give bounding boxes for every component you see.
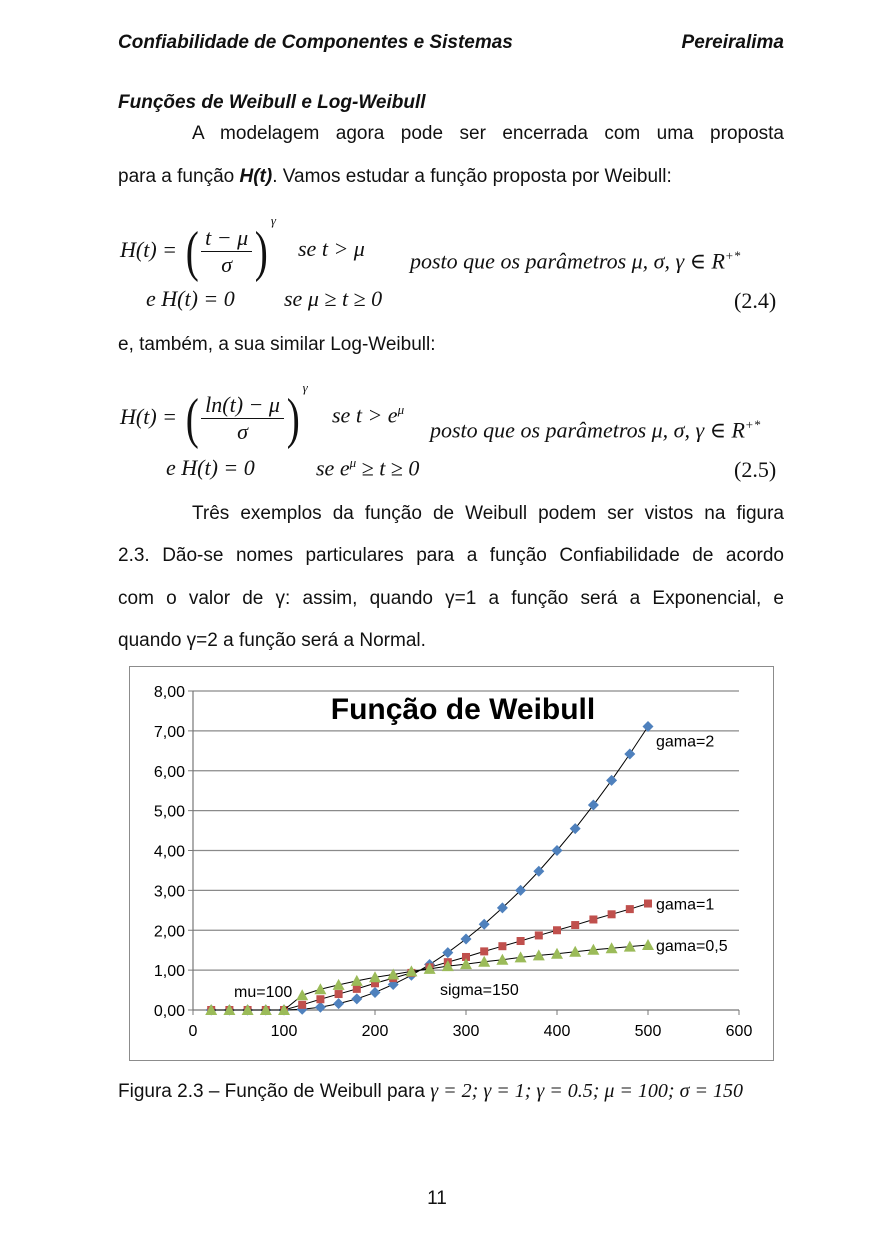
section-title: Funções de Weibull e Log-Weibull [118, 92, 426, 113]
eq25-condition-2-post: ≥ t ≥ 0 [356, 455, 420, 481]
y-tick-label: 7,00 [153, 723, 185, 741]
paragraph-1-line-2-post: . Vamos estudar a função proposta por Weibull: [272, 166, 672, 187]
x-tick-label: 200 [361, 1023, 389, 1040]
eq24-condition-1: se t > μ [298, 236, 365, 261]
data-point [296, 989, 308, 1000]
data-point [606, 775, 617, 786]
eq25-condition-2-pre: se e [316, 455, 350, 481]
y-tick-label: 4,00 [153, 843, 185, 861]
eq25-condition-1 [332, 402, 404, 428]
equation-2-4-line-1: H(t) = ( $\frac{t - \mu}{\sigma}$ )$^\gamma$ [120, 213, 276, 283]
data-point [644, 900, 652, 908]
chart-title: Função de Weibull [330, 693, 596, 726]
x-tick-label: 0 [188, 1023, 198, 1040]
data-point [353, 985, 361, 993]
eq25-condition-2 [316, 455, 419, 481]
eq24-condition-2: se μ ≥ t ≥ 0 [284, 286, 383, 311]
paragraph-1-line-2-pre: para a função [118, 166, 240, 187]
equation-2-5-line-1: H(t) = ( $\frac{\ln(t) - \mu}{\sigma}$ )$^\gamma$ [120, 380, 308, 450]
eq25-denominator: σ [237, 419, 248, 445]
data-point [480, 947, 488, 955]
weibull-chart-svg [130, 667, 772, 1059]
data-point [588, 800, 599, 811]
eq24-numerator: t − μ [201, 225, 252, 252]
eq24-parameters-text: posto que os parâmetros μ, σ, γ ∈ R [410, 248, 725, 274]
paragraph-3-line-1: Três exemplos da função de Weibull podem ser vistos na figura [192, 503, 784, 524]
data-point [535, 931, 543, 939]
page-number: 11 [427, 1188, 447, 1209]
eq25-numerator: ln(t) − μ [201, 392, 284, 419]
data-point [351, 993, 362, 1004]
x-tick-label: 300 [452, 1023, 480, 1040]
y-tick-label: 0,00 [153, 1003, 185, 1020]
data-point [624, 749, 635, 760]
paragraph-1-line-1: A modelagem agora pode ser encerrada com uma proposta [192, 123, 784, 144]
data-point [626, 905, 634, 913]
eq25-lhs: H(t) = [120, 404, 177, 429]
paragraph-2: e, também, a sua similar Log-Weibull: [118, 334, 436, 355]
data-point [461, 934, 472, 945]
eq25-fraction [201, 392, 284, 445]
eq24-parameters-sup: +* [724, 248, 741, 263]
figure-caption [118, 1080, 743, 1103]
eq25-exponent: γ [302, 380, 308, 395]
data-point [571, 921, 579, 929]
paragraph-1-line-2 [118, 166, 784, 188]
sigma-annotation: sigma=150 [440, 982, 519, 999]
figure-caption-math: γ = 2; γ = 1; γ = 0.5; μ = 100; σ = 150 [430, 1080, 743, 1102]
x-tick-label: 100 [270, 1023, 298, 1040]
paragraph-1-function-name: H(t) [239, 166, 273, 187]
eq25-condition-1-sup: μ [397, 402, 405, 417]
weibull-chart [129, 666, 774, 1061]
x-tick-label: 400 [543, 1023, 571, 1040]
mu-annotation: mu=100 [234, 984, 293, 1001]
y-tick-label: 2,00 [153, 923, 185, 941]
eq24-lhs: H(t) = [120, 237, 177, 262]
equation-number-2-4: (2.4) [734, 288, 777, 313]
series-label: gama=1 [656, 896, 715, 914]
paragraph-3-line-2: 2.3. Dão-se nomes particulares para a função Confiabilidade de acordo [118, 545, 784, 566]
data-point [442, 947, 453, 958]
running-header-author: Pereiralima [681, 32, 784, 53]
series-label: gama=0,5 [656, 938, 728, 956]
eq25-line-2: e H(t) = 0 [166, 455, 255, 480]
data-point [315, 1002, 326, 1013]
data-point [370, 987, 381, 998]
x-tick-label: 500 [634, 1023, 662, 1040]
data-point [335, 990, 343, 998]
eq25-parameters-text: posto que os parâmetros μ, σ, γ ∈ R [430, 417, 745, 443]
data-point [553, 926, 561, 934]
data-point [570, 823, 581, 834]
equation-number-2-5: (2.5) [734, 457, 777, 482]
paragraph-3-line-4: quando γ=2 a função será a Normal. [118, 630, 426, 651]
data-point [333, 998, 344, 1009]
data-point [298, 1001, 306, 1009]
chart-series [205, 721, 654, 1016]
eq24-parameters [410, 248, 740, 274]
eq25-parameters [430, 417, 760, 443]
running-header-title: Confiabilidade de Componentes e Sistemas [118, 32, 513, 53]
eq25-parameters-sup: +* [744, 417, 761, 432]
data-point [608, 910, 616, 918]
y-tick-label: 3,00 [153, 883, 185, 901]
y-tick-label: 1,00 [153, 963, 185, 981]
chart-labels [234, 733, 728, 1001]
figure-caption-text: Figura 2.3 – Função de Weibull para [118, 1081, 431, 1102]
paragraph-3-line-3: com o valor de γ: assim, quando γ=1 a função será a Exponencial, e [118, 588, 784, 609]
eq24-exponent: γ [270, 213, 276, 228]
data-point [316, 995, 324, 1003]
eq25-condition-2-sup: μ [349, 455, 357, 470]
y-tick-label: 5,00 [153, 803, 185, 821]
eq25-condition-1-text: se t > e [332, 402, 398, 428]
data-point [517, 937, 525, 945]
series-label: gama=2 [656, 733, 715, 751]
y-tick-label: 8,00 [153, 684, 185, 701]
data-point [498, 942, 506, 950]
eq24-fraction [201, 225, 252, 278]
data-point [589, 915, 597, 923]
x-tick-label: 600 [725, 1023, 753, 1040]
y-tick-label: 6,00 [153, 763, 185, 781]
eq24-line-2: e H(t) = 0 [146, 286, 235, 311]
eq24-denominator: σ [221, 252, 233, 278]
data-point [642, 939, 654, 950]
